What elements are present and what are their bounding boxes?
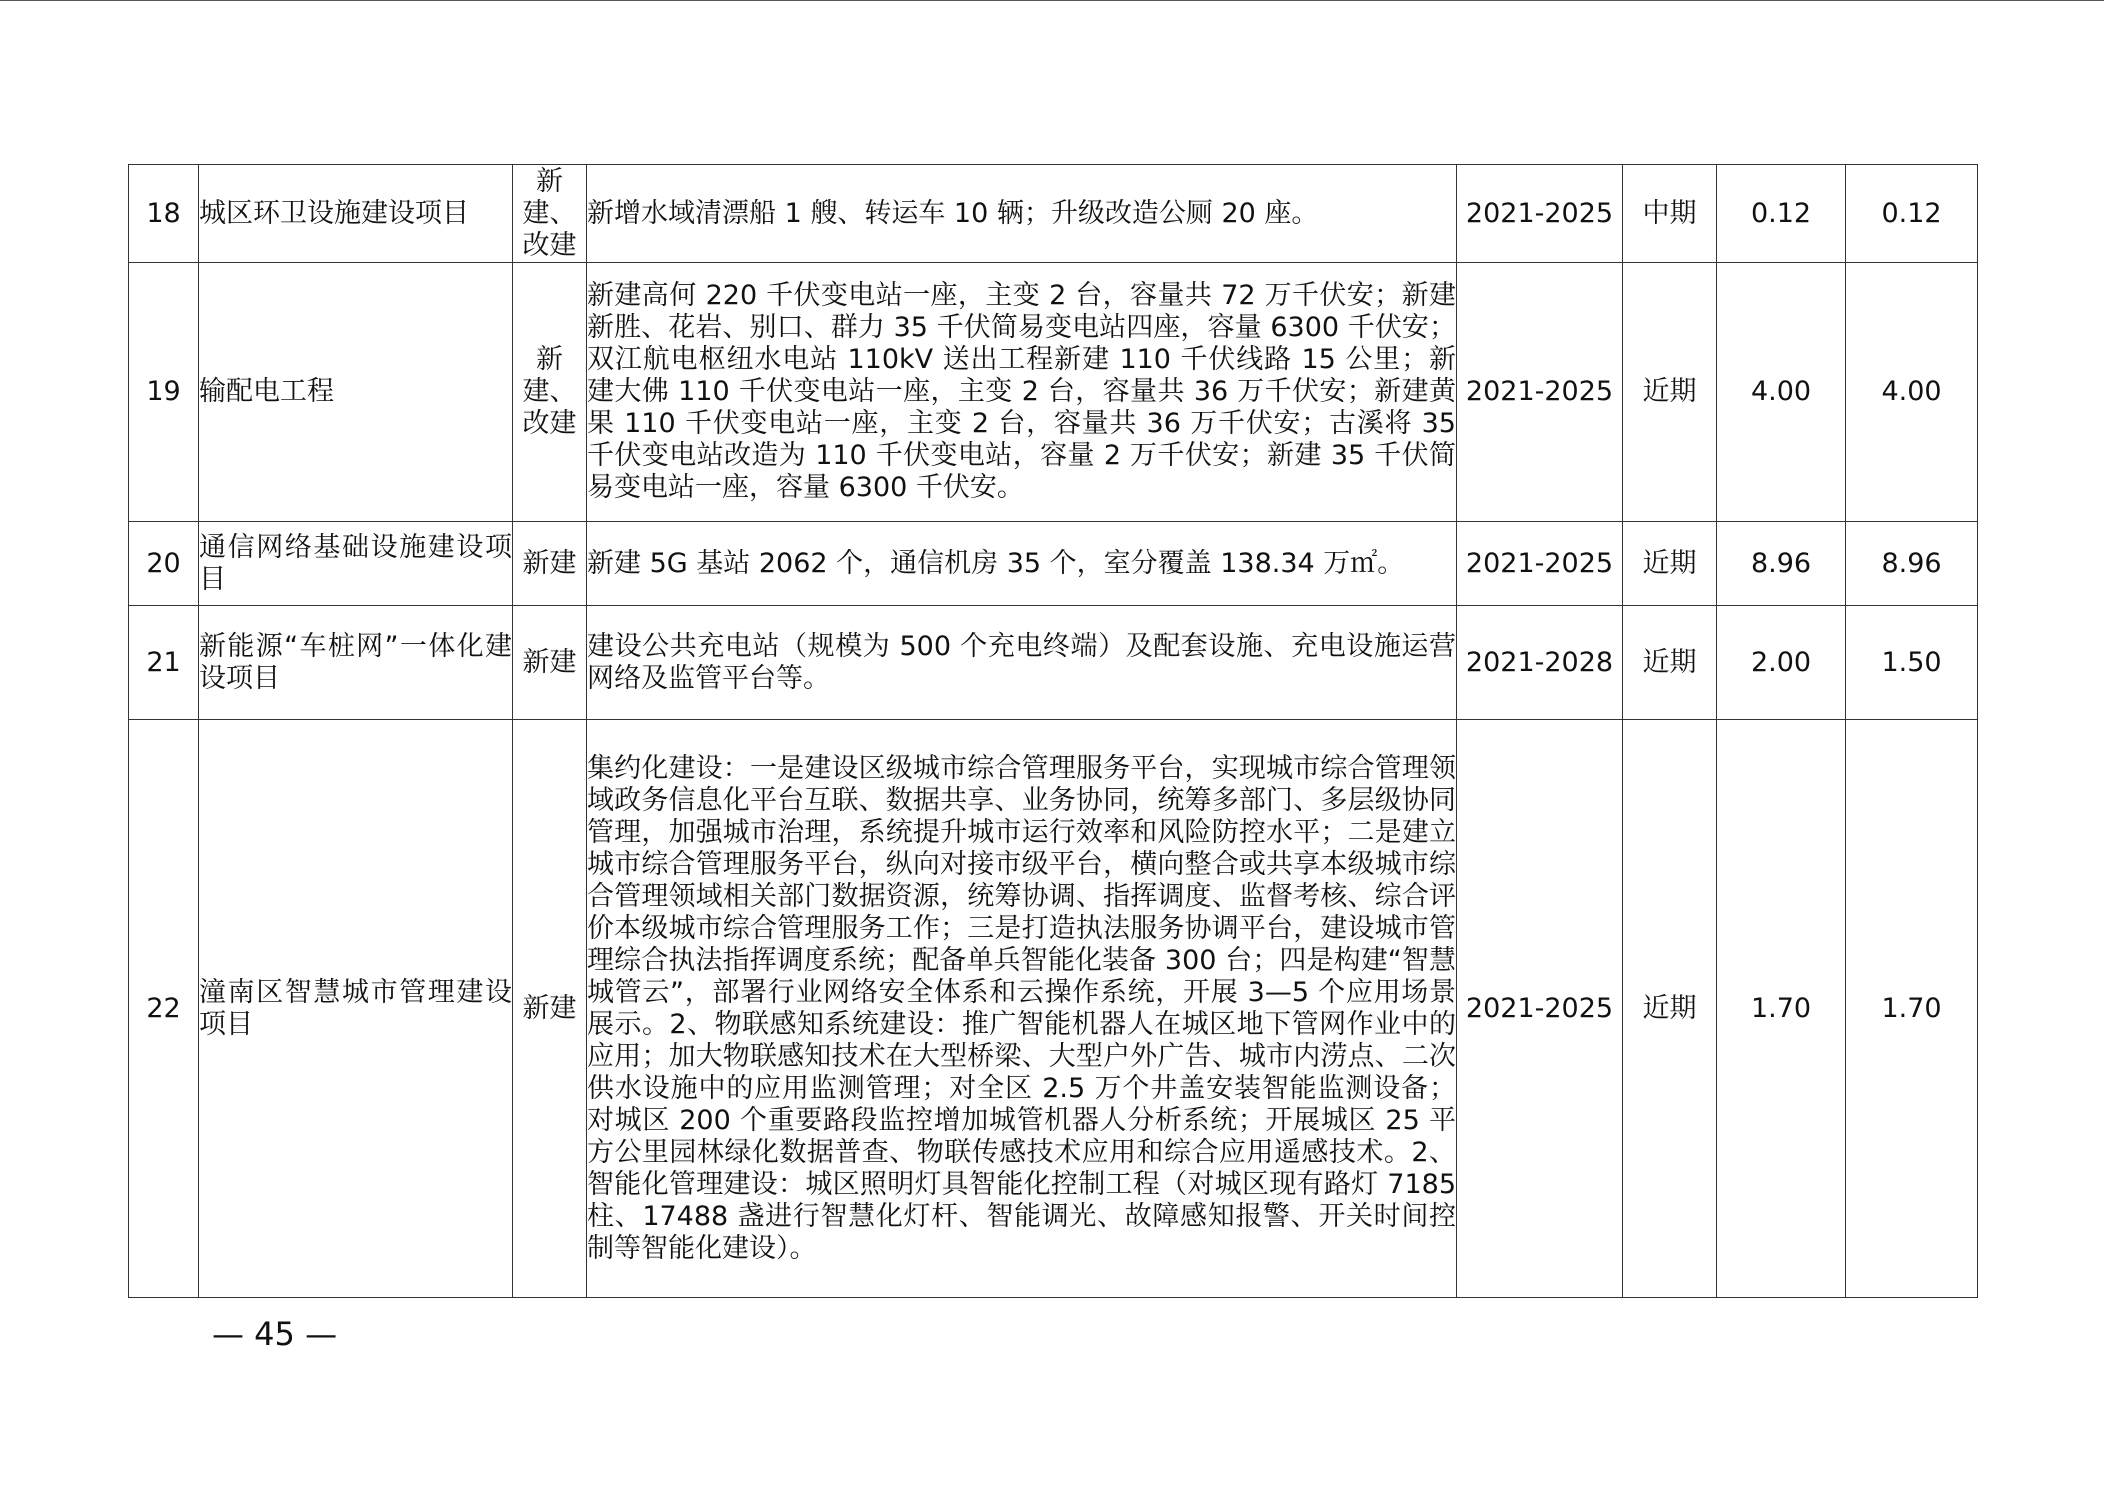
top-border-line [0,0,2104,1]
project-name: 输配电工程 [199,263,513,522]
project-content: 新建高何 220 千伏变电站一座，主变 2 台，容量共 72 万千伏安；新建新胜、花岩、别口、群力 35 千伏简易变电站四座，容量 6300 千伏安；双江航电枢纽水电站 110kV 送出工程新建 110 千伏线路 15 公里；新建大佛 110 千伏变电站一座，主变 2 台，容量共 36 万千伏安；新建黄果 110 千伏变电站一座，主变 2 台，容量共 36 万千伏安；古溪将 35 千伏变电站改造为 110 千伏变电站，容量 2 万千伏安；新建 35 千伏简易变电站一座，容量 6300 千伏安。 [587,263,1457,522]
construction-years: 2021-2025 [1457,720,1623,1298]
total-investment: 4.00 [1717,263,1846,522]
table-row [129,606,1978,720]
project-name: 通信网络基础设施建设项目 [199,522,513,606]
project-name: 新能源“车桩网”一体化建设项目 [199,606,513,720]
planned-investment: 0.12 [1846,165,1978,263]
planned-investment: 1.50 [1846,606,1978,720]
total-investment: 8.96 [1717,522,1846,606]
row-number: 18 [129,165,199,263]
table-row [129,165,1978,263]
construction-type: 新建 [513,606,587,720]
project-table [128,164,1978,1298]
table-row [129,522,1978,606]
project-name: 潼南区智慧城市管理建设项目 [199,720,513,1298]
construction-years: 2021-2025 [1457,165,1623,263]
term: 中期 [1623,165,1717,263]
project-name: 城区环卫设施建设项目 [199,165,513,263]
term: 近期 [1623,606,1717,720]
construction-years: 2021-2025 [1457,522,1623,606]
planned-investment: 4.00 [1846,263,1978,522]
project-content: 建设公共充电站（规模为 500 个充电终端）及配套设施、充电设施运营网络及监管平台等。 [587,606,1457,720]
total-investment: 2.00 [1717,606,1846,720]
term: 近期 [1623,720,1717,1298]
construction-type: 新建 [513,720,587,1298]
row-number: 22 [129,720,199,1298]
term: 近期 [1623,263,1717,522]
table-row [129,263,1978,522]
construction-years: 2021-2025 [1457,263,1623,522]
planned-investment: 1.70 [1846,720,1978,1298]
page-number: — 45 — [212,1315,338,1353]
table-row [129,720,1978,1298]
project-content: 集约化建设：一是建设区级城市综合管理服务平台，实现城市综合管理领域政务信息化平台互联、数据共享、业务协同，统筹多部门、多层级协同管理，加强城市治理，系统提升城市运行效率和风险防控水平；二是建立城市综合管理服务平台，纵向对接市级平台，横向整合或共享本级城市综合管理领域相关部门数据资源，统筹协调、指挥调度、监督考核、综合评价本级城市综合管理服务工作；三是打造执法服务协调平台，建设城市管理综合执法指挥调度系统；配备单兵智能化装备 300 台；四是构建“智慧城管云”，部署行业网络安全体系和云操作系统，开展 3—5 个应用场景展示。2、物联感知系统建设：推广智能机器人在城区地下管网作业中的应用；加大物联感知技术在大型桥梁、大型户外广告、城市内涝点、二次供水设施中的应用监测管理；对全区 2.5 万个井盖安装智能监测设备；对城区 200 个重要路段监控增加城管机器人分析系统；开展城区 25 平方公里园林绿化数据普查、物联传感技术应用和综合应用遥感技术。2、智能化管理建设：城区照明灯具智能化控制工程（对城区现有路灯 7185 柱、17488 盏进行智慧化灯杆、智能调光、故障感知报警、开关时间控制等智能化建设）。 [587,720,1457,1298]
construction-type: 新建 [513,522,587,606]
construction-type: 新建、改建 [513,263,587,522]
row-number: 21 [129,606,199,720]
row-number: 20 [129,522,199,606]
construction-years: 2021-2028 [1457,606,1623,720]
total-investment: 1.70 [1717,720,1846,1298]
project-content: 新建 5G 基站 2062 个，通信机房 35 个，室分覆盖 138.34 万㎡。 [587,522,1457,606]
planned-investment: 8.96 [1846,522,1978,606]
total-investment: 0.12 [1717,165,1846,263]
project-content: 新增水域清漂船 1 艘、转运车 10 辆；升级改造公厕 20 座。 [587,165,1457,263]
term: 近期 [1623,522,1717,606]
row-number: 19 [129,263,199,522]
construction-type: 新建、改建 [513,165,587,263]
